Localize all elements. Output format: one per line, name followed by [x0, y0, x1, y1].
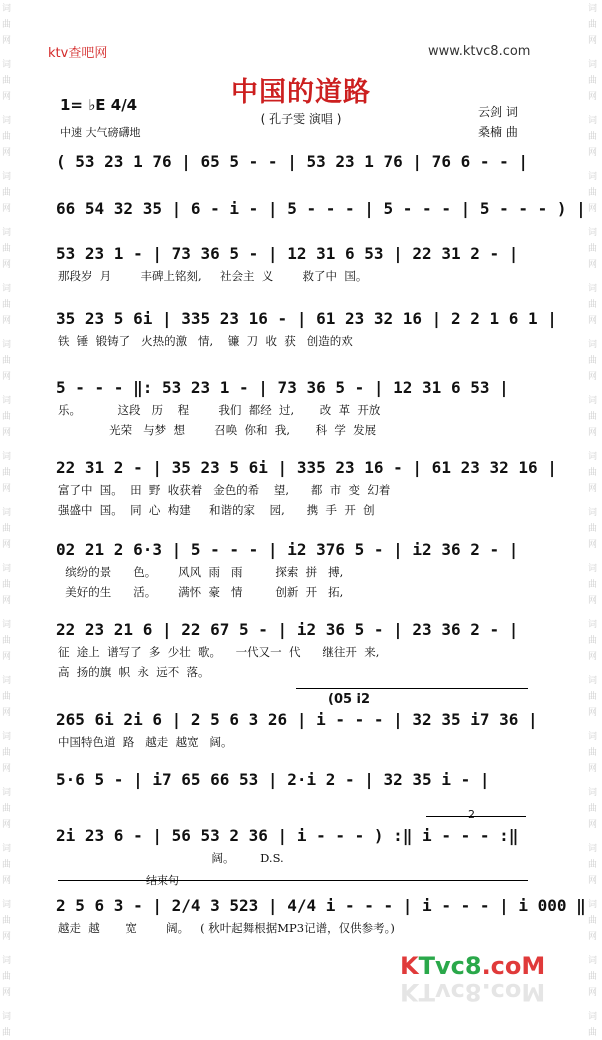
lyrics-line: 富了中 国。 田 野 收获着 金色的希 望, 都 市 变 幻着 [58, 483, 391, 497]
watermark-glyph: 曲 [2, 804, 12, 814]
watermark-glyph: 词 [588, 172, 598, 182]
watermark-glyph: 词 [588, 452, 598, 462]
watermark-glyph: 网 [2, 428, 12, 438]
lyrics-line-second: 高 扬的旗 帜 永 远不 落。 [58, 665, 210, 679]
lyrics-line: 乐。 这段 历 程 我们 都经 过, 改 革 开放 [58, 403, 381, 417]
watermark-glyph: 词 [588, 228, 598, 238]
watermark-glyph: 网 [2, 988, 12, 998]
watermark-glyph: 网 [588, 988, 598, 998]
watermark-glyph: 网 [2, 708, 12, 718]
watermark-glyph: 词 [2, 732, 12, 742]
music-line-notes: 22 31 2 - | 35 23 5 6i | 335 23 16 - | 61 23 32 16 | [56, 458, 557, 477]
watermark-glyph: 曲 [2, 188, 12, 198]
watermark-glyph: 网 [588, 372, 598, 382]
watermark-glyph: 词 [2, 396, 12, 406]
watermark-glyph: 词 [588, 788, 598, 798]
watermark-glyph: 网 [2, 204, 12, 214]
ending-bracket [58, 880, 528, 881]
watermark-glyph: 网 [2, 260, 12, 270]
lyricist-credit: 云剑 词 [478, 105, 518, 119]
watermark-glyph: 网 [2, 764, 12, 774]
watermark-glyph: 网 [2, 372, 12, 382]
watermark-glyph: 词 [588, 564, 598, 574]
watermark-glyph: 曲 [2, 524, 12, 534]
watermark-glyph: 网 [588, 484, 598, 494]
watermark-glyph: 曲 [2, 636, 12, 646]
composer-credit: 桑楠 曲 [478, 125, 518, 139]
watermark-glyph: 曲 [2, 1028, 12, 1038]
watermark-glyph: 网 [588, 204, 598, 214]
lyrics-line: 中国特色道 路 越走 越宽 阔。 [58, 735, 233, 749]
music-line-notes: 66 54 32 35 | 6 - i - | 5 - - - | 5 - - - | 5 - - - ) | [56, 199, 586, 218]
watermark-glyph: 词 [588, 732, 598, 742]
watermark-glyph: 曲 [588, 636, 598, 646]
watermark-glyph: 网 [2, 92, 12, 102]
lyrics-line: 越走 越 宽 阔。 ( 秋叶起舞根据MP3记谱，仅供参考。) [58, 921, 395, 935]
music-line-notes: 22 23 21 6 | 22 67 5 - | i2 36 5 - | 23 36 2 - | [56, 620, 519, 639]
watermark-glyph: 网 [588, 708, 598, 718]
watermark-glyph: 曲 [588, 20, 598, 30]
watermark-glyph: 词 [588, 900, 598, 910]
watermark-glyph: 曲 [2, 972, 12, 982]
watermark-glyph: 词 [2, 1012, 12, 1022]
watermark-glyph: 词 [588, 844, 598, 854]
watermark-glyph: 词 [588, 340, 598, 350]
watermark-glyph: 词 [588, 1012, 598, 1022]
watermark-glyph: 词 [2, 452, 12, 462]
tempo-marking: 中速 大气磅礴地 [60, 126, 141, 139]
lyrics-line: 铁 锤 锻铸了 火热的激 情, 镰 刀 收 获 创造的欢 [58, 334, 353, 348]
watermark-glyph: 曲 [588, 748, 598, 758]
site-logo: KTvc8.coM [400, 952, 546, 980]
watermark-glyph: 网 [588, 148, 598, 158]
music-line-notes: 265 6i 2i 6 | 2 5 6 3 26 | i - - - | 32 35 i7 36 | [56, 710, 538, 729]
watermark-glyph: 词 [2, 956, 12, 966]
watermark-glyph: 曲 [588, 300, 598, 310]
music-line-notes: 5·6 5 - | i7 65 66 53 | 2·i 2 - | 32 35 i - | [56, 770, 490, 789]
watermark-glyph: 曲 [2, 748, 12, 758]
watermark-glyph: 网 [2, 652, 12, 662]
watermark-glyph: 网 [588, 540, 598, 550]
watermark-glyph: 词 [588, 676, 598, 686]
watermark-glyph: 词 [588, 956, 598, 966]
watermark-glyph: 网 [2, 876, 12, 886]
watermark-glyph: 网 [2, 820, 12, 830]
watermark-glyph: 词 [2, 60, 12, 70]
watermark-glyph: 网 [588, 876, 598, 886]
watermark-glyph: 曲 [2, 132, 12, 142]
watermark-glyph: 网 [2, 596, 12, 606]
watermark-glyph: 曲 [588, 804, 598, 814]
watermark-glyph: 网 [2, 316, 12, 326]
watermark-glyph: 词 [588, 396, 598, 406]
music-line-notes: 35 23 5 6i | 335 23 16 - | 61 23 32 16 | 2 2 1 6 1 | [56, 309, 557, 328]
watermark-glyph: 曲 [2, 356, 12, 366]
volta-number: 2 [468, 808, 475, 821]
music-line-notes: 5 - - - ‖: 53 23 1 - | 73 36 5 - | 12 31 6 53 | [56, 378, 509, 397]
music-line-notes: 2i 23 6 - | 56 53 2 36 | i - - - ) :‖ i - - - :‖ [56, 826, 519, 845]
watermark-glyph: 网 [2, 540, 12, 550]
watermark-glyph: 曲 [588, 972, 598, 982]
watermark-glyph: 曲 [2, 412, 12, 422]
watermark-glyph: 词 [588, 60, 598, 70]
lyrics-line: 征 途上 谱写了 多 少壮 歌。 一代又一 代 继往开 来, [58, 645, 380, 659]
watermark-glyph: 网 [2, 36, 12, 46]
watermark-glyph: 网 [2, 148, 12, 158]
watermark-glyph: 曲 [588, 916, 598, 926]
watermark-glyph: 词 [2, 228, 12, 238]
watermark-glyph: 曲 [588, 692, 598, 702]
site-url: www.ktvc8.com [428, 44, 531, 59]
watermark-glyph: 曲 [588, 188, 598, 198]
watermark-glyph: 网 [588, 596, 598, 606]
music-line-notes: 2 5 6 3 - | 2/4 3 523 | 4/4 i - - - | i - - - | i 000 ‖ [56, 896, 586, 915]
watermark-glyph: 词 [2, 620, 12, 630]
watermark-glyph: 曲 [2, 468, 12, 478]
overlay-notes: (05 i2 [328, 692, 371, 707]
watermark-glyph: 曲 [588, 76, 598, 86]
volta-bracket [426, 816, 526, 817]
watermark-glyph: 曲 [588, 524, 598, 534]
watermark-glyph: 曲 [2, 860, 12, 870]
watermark-glyph: 曲 [2, 76, 12, 86]
watermark-glyph: 词 [588, 4, 598, 14]
overlay-bracket [296, 688, 528, 689]
watermark-glyph: 曲 [588, 132, 598, 142]
watermark-glyph: 曲 [2, 916, 12, 926]
singer-label: ( 孔子雯 演唱 ) [260, 112, 342, 126]
watermark-glyph: 词 [2, 4, 12, 14]
brand-label: ktv查吧网 [48, 46, 108, 61]
watermark-left [0, 0, 16, 1040]
watermark-glyph: 词 [588, 508, 598, 518]
watermark-right [586, 0, 602, 1040]
watermark-glyph: 网 [2, 932, 12, 942]
watermark-glyph: 词 [2, 116, 12, 126]
lyrics-line-second: 光荣 与梦 想 召唤 你和 我, 科 学 发展 [58, 423, 377, 437]
watermark-glyph: 网 [588, 316, 598, 326]
watermark-glyph: 曲 [588, 580, 598, 590]
lyrics-line-second: 美好的生 活。 满怀 豪 情 创新 开 拓, [58, 585, 344, 599]
watermark-glyph: 曲 [2, 300, 12, 310]
watermark-glyph: 网 [588, 428, 598, 438]
watermark-glyph: 网 [2, 484, 12, 494]
watermark-glyph: 曲 [588, 244, 598, 254]
watermark-glyph: 曲 [588, 860, 598, 870]
watermark-glyph: 曲 [2, 692, 12, 702]
watermark-glyph: 网 [588, 932, 598, 942]
lyrics-line: 缤纷的景 色。 风风 雨 雨 探索 拼 搏, [58, 565, 344, 579]
lyrics-line: 那段岁 月 丰碑上铭刻, 社会主 义 救了中 国。 [58, 269, 368, 283]
site-logo-reflection: KTvc8.coM [400, 978, 546, 1006]
watermark-glyph: 网 [588, 260, 598, 270]
watermark-glyph: 词 [588, 284, 598, 294]
watermark-glyph: 词 [2, 788, 12, 798]
watermark-glyph: 曲 [2, 20, 12, 30]
music-line-notes: 53 23 1 - | 73 36 5 - | 12 31 6 53 | 22 31 2 - | [56, 244, 519, 263]
watermark-glyph: 网 [588, 764, 598, 774]
watermark-glyph: 词 [588, 620, 598, 630]
watermark-glyph: 词 [2, 508, 12, 518]
watermark-glyph: 词 [2, 340, 12, 350]
lyrics-line: 阔。 D.S. [58, 851, 284, 865]
watermark-glyph: 网 [588, 36, 598, 46]
watermark-glyph: 词 [2, 564, 12, 574]
lyrics-line-second: 强盛中 国。 同 心 构建 和谐的家 园, 携 手 开 创 [58, 503, 375, 517]
watermark-glyph: 曲 [2, 580, 12, 590]
watermark-glyph: 词 [588, 116, 598, 126]
watermark-glyph: 曲 [588, 468, 598, 478]
page-title: 中国的道路 [231, 77, 371, 108]
watermark-glyph: 曲 [588, 1028, 598, 1038]
music-line-notes: ( 53 23 1 76 | 65 5 - - | 53 23 1 76 | 76 6 - - | [56, 152, 529, 171]
watermark-glyph: 曲 [588, 356, 598, 366]
watermark-glyph: 网 [588, 652, 598, 662]
watermark-glyph: 曲 [2, 244, 12, 254]
watermark-glyph: 词 [2, 284, 12, 294]
watermark-glyph: 网 [588, 820, 598, 830]
watermark-glyph: 词 [2, 900, 12, 910]
watermark-glyph: 词 [2, 844, 12, 854]
watermark-glyph: 曲 [588, 412, 598, 422]
music-line-notes: 02 21 2 6·3 | 5 - - - | i2 376 5 - | i2 36 2 - | [56, 540, 519, 559]
ending-label: 结束句 [146, 874, 179, 887]
watermark-glyph: 网 [588, 92, 598, 102]
watermark-glyph: 词 [2, 172, 12, 182]
key-signature: 1= ♭E 4/4 [60, 96, 138, 114]
watermark-glyph: 词 [2, 676, 12, 686]
